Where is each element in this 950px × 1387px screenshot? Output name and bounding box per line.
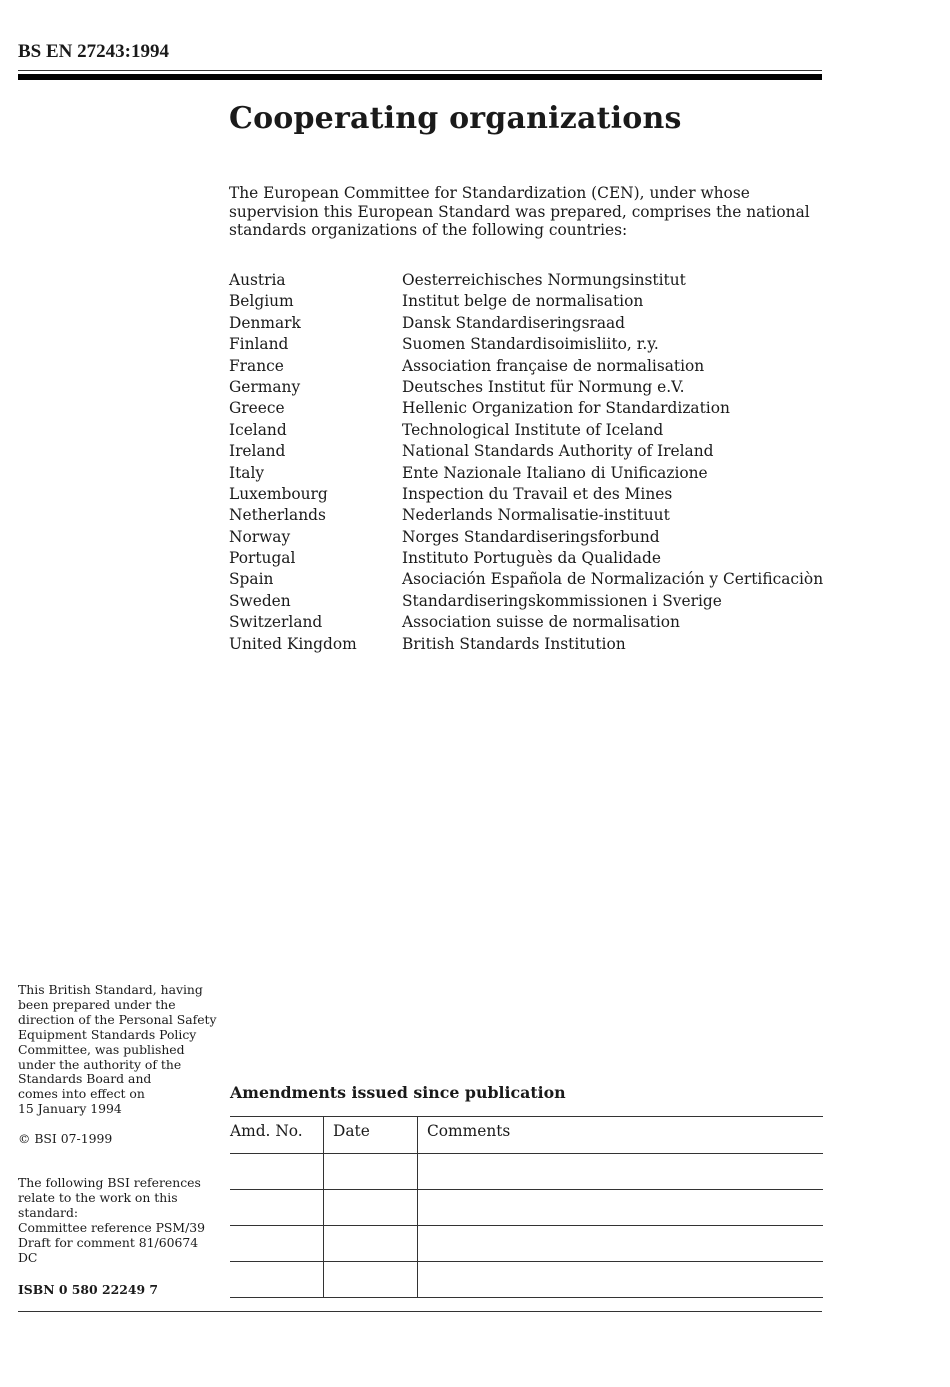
sidebar-line: standard: — [18, 1204, 79, 1220]
amendment-row — [230, 1154, 823, 1190]
member-organization: Hellenic Organization for Standardization — [402, 399, 730, 418]
member-country: Belgium — [229, 292, 294, 311]
amendment-cell — [230, 1190, 324, 1226]
member-organization: Norges Standardiseringsforbund — [402, 527, 660, 546]
amendments-title: Amendments issued since publication — [230, 1083, 566, 1102]
member-country: Greece — [229, 399, 285, 418]
member-row — [229, 505, 823, 526]
member-organization: Association suisse de normalisation — [402, 613, 680, 632]
member-row — [229, 441, 823, 462]
amendment-row — [230, 1226, 823, 1262]
amendment-cell — [418, 1154, 824, 1190]
member-country: Iceland — [229, 420, 287, 439]
sidebar-line: Committee, was published — [18, 1041, 185, 1057]
page-title: Cooperating organizations — [229, 101, 682, 136]
member-country: Portugal — [229, 549, 296, 568]
header-rule-thin — [18, 70, 822, 71]
member-organization: Inspection du Travail et des Mines — [402, 484, 673, 503]
member-row — [229, 398, 823, 419]
amendment-cell — [230, 1226, 324, 1262]
member-organization: Technological Institute of Iceland — [402, 420, 664, 439]
member-organization: British Standards Institution — [402, 634, 626, 653]
member-country: Ireland — [229, 442, 286, 461]
member-country: Luxembourg — [229, 484, 328, 503]
member-row — [229, 634, 823, 655]
member-organization: National Standards Authority of Ireland — [402, 442, 714, 461]
member-country: Germany — [229, 377, 301, 396]
member-organization: Suomen Standardisoimisliito, r.y. — [402, 335, 659, 354]
sidebar-line: Draft for comment 81/60674 DC — [18, 1234, 199, 1265]
member-row — [229, 291, 823, 312]
amendment-cell — [230, 1262, 324, 1298]
intro-paragraph: The European Committee for Standardization (CEN), under whose supervision this European Standard was prepared, comprises the national standards organizations of the following countries: — [229, 184, 810, 240]
amendment-cell — [324, 1226, 418, 1262]
member-row — [229, 356, 823, 377]
amendment-cell — [230, 1154, 324, 1190]
document-code: BS EN 27243:1994 — [18, 41, 169, 62]
member-country: Netherlands — [229, 506, 326, 525]
member-row — [229, 377, 823, 398]
member-country: Norway — [229, 527, 291, 546]
member-row — [229, 612, 823, 633]
member-row — [229, 569, 823, 590]
amendment-row — [230, 1190, 823, 1226]
member-country: Sweden — [229, 591, 291, 610]
member-country: Austria — [229, 271, 286, 289]
member-row — [229, 548, 823, 569]
amendment-row — [230, 1262, 823, 1298]
sidebar-line: The following BSI references — [18, 1175, 201, 1190]
member-row — [229, 463, 823, 484]
amendment-cell — [324, 1262, 418, 1298]
footer-rule — [18, 1311, 822, 1312]
member-organization: Standardiseringskommissionen i Sverige — [402, 591, 722, 610]
sidebar-line: Standards Board and — [18, 1071, 152, 1087]
amendments-table — [230, 1116, 823, 1298]
amendment-cell — [324, 1154, 418, 1190]
member-organization: Institut belge de normalisation — [402, 292, 644, 311]
amendment-cell — [324, 1190, 418, 1226]
isbn: ISBN 0 580 22249 7 — [18, 1282, 159, 1297]
member-country: France — [229, 356, 284, 375]
member-country: Denmark — [229, 313, 301, 332]
sidebar-line: relate to the work on this — [18, 1189, 178, 1205]
member-organization: Ente Nazionale Italiano di Unificazione — [402, 463, 708, 482]
member-list — [229, 270, 823, 655]
sidebar-line: been prepared under the — [18, 996, 176, 1012]
member-organization: Dansk Standardiseringsraad — [402, 313, 626, 332]
member-country: Italy — [229, 463, 265, 482]
amendments-header-row — [230, 1117, 823, 1154]
member-row — [229, 334, 823, 355]
member-country: Switzerland — [229, 613, 323, 632]
amendment-cell — [418, 1262, 824, 1298]
column-comments: Comments — [418, 1117, 824, 1154]
column-date: Date — [324, 1117, 418, 1154]
sidebar-line: direction of the Personal Safety — [18, 1011, 217, 1027]
copyright-notice: © BSI 07-1999 — [18, 1131, 113, 1146]
column-amd-no: Amd. No. — [230, 1117, 324, 1154]
sidebar-line: under the authority of the — [18, 1056, 182, 1072]
member-country: Finland — [229, 335, 289, 354]
member-organization: Nederlands Normalisatie-instituut — [402, 506, 670, 525]
amendment-cell — [418, 1190, 824, 1226]
bsi-references — [18, 1176, 218, 1265]
sidebar-line: This British Standard, having — [18, 982, 203, 997]
member-row — [229, 420, 823, 441]
member-organization: Asociación Española de Normalización y Certificaciòn — [402, 570, 824, 589]
member-row — [229, 591, 823, 612]
member-row — [229, 484, 823, 505]
member-organization: Oesterreichisches Normungsinstitut — [402, 271, 686, 289]
header-rule-thick — [18, 74, 822, 80]
sidebar-line: Equipment Standards Policy — [18, 1026, 197, 1042]
member-country: United Kingdom — [229, 634, 357, 653]
sidebar-line: Committee reference PSM/39 — [18, 1219, 206, 1235]
member-organization: Instituto Portuguès da Qualidade — [402, 549, 662, 568]
sidebar-line: comes into effect on — [18, 1086, 145, 1102]
member-organization: Deutsches Institut für Normung e.V. — [402, 377, 685, 396]
member-country: Spain — [229, 570, 274, 589]
member-row — [229, 270, 823, 291]
amendment-cell — [418, 1226, 824, 1262]
member-row — [229, 313, 823, 334]
member-row — [229, 527, 823, 548]
sidebar-line: 15 January 1994 — [18, 1101, 122, 1117]
member-organization: Association française de normalisation — [402, 356, 705, 375]
publication-note — [18, 983, 218, 1117]
